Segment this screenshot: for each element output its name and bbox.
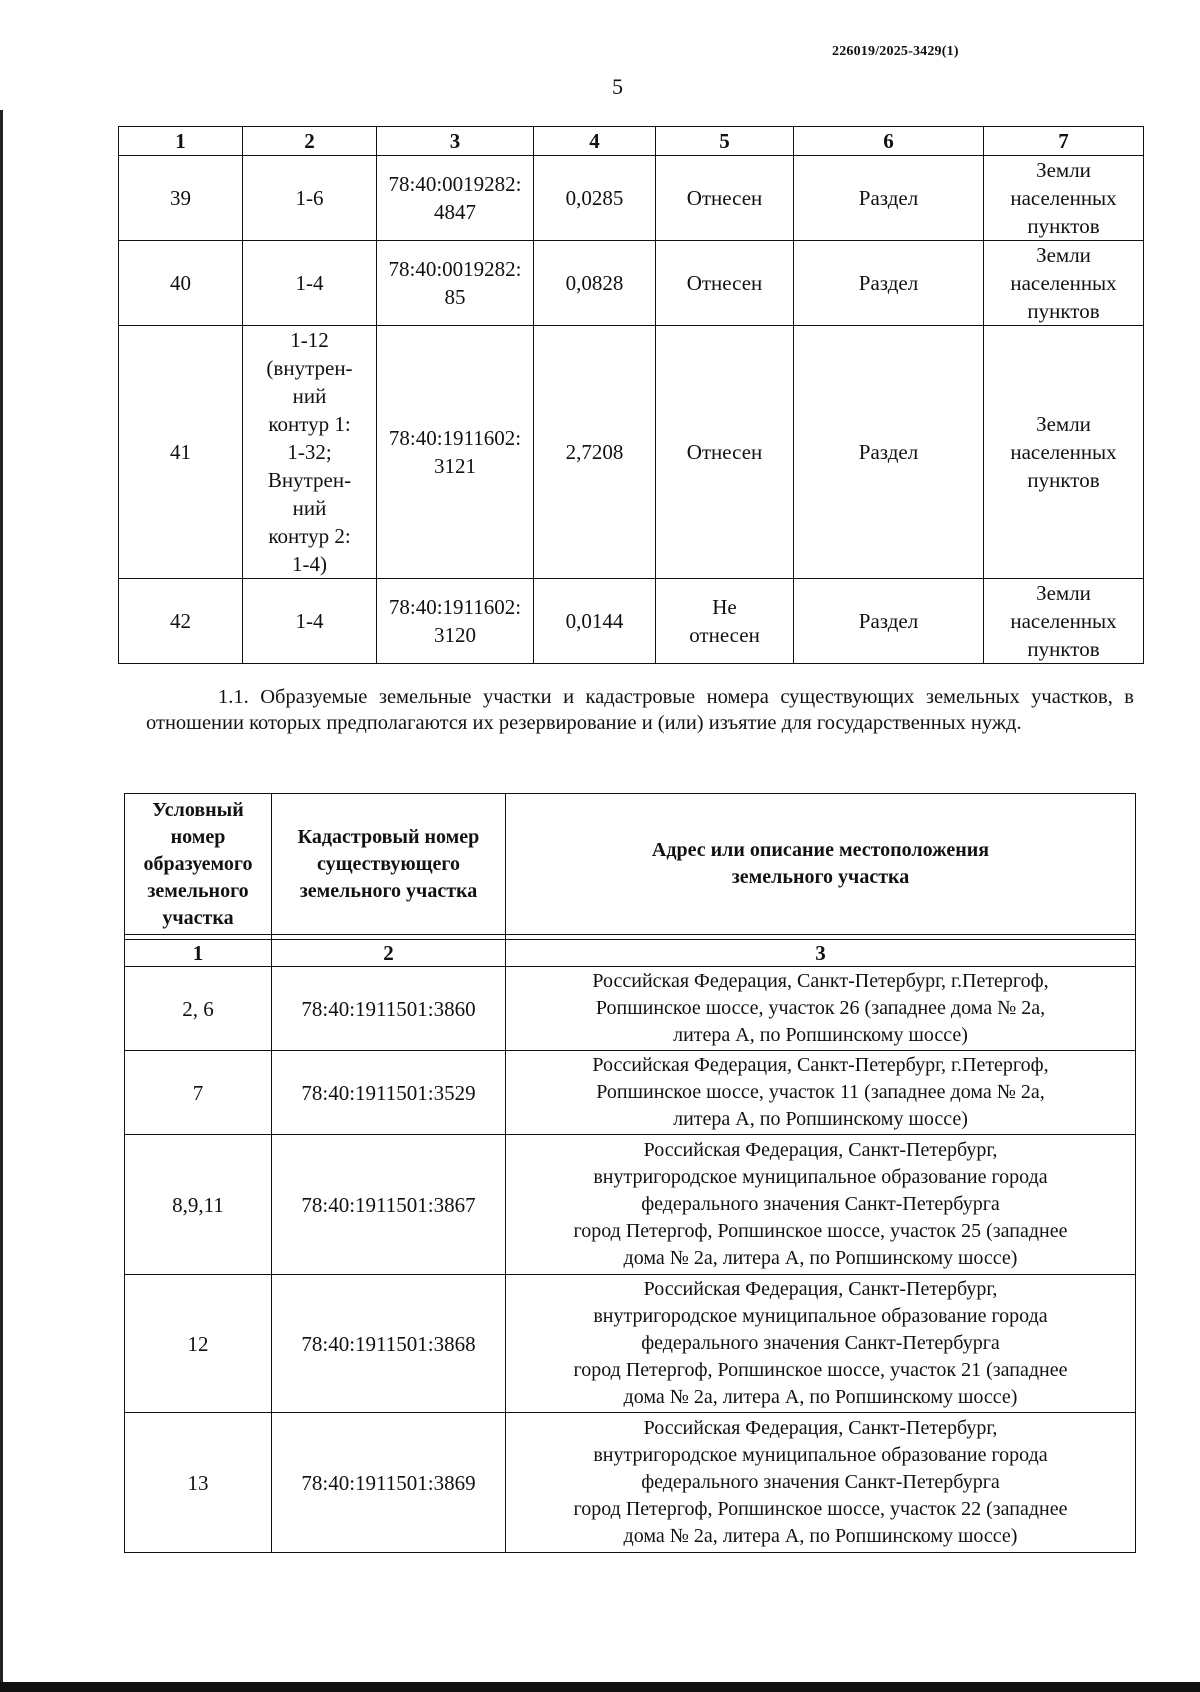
table-cell: Российская Федерация, Санкт-Петербург, г.Петергоф, Ропшинское шоссе, участок 11 (западнее дома № 2а, литера А, по Ропшинскому шоссе)	[506, 1051, 1136, 1135]
table-cell: 78:40:1911602: 3121	[377, 326, 534, 579]
table-row	[119, 326, 1144, 579]
table-row	[125, 1413, 1136, 1553]
reserved-plots-table	[124, 793, 1136, 1553]
table-cell: Раздел	[794, 579, 984, 664]
table-cell: 1-4	[243, 579, 377, 664]
table-cell: Земли населенных пунктов	[984, 241, 1144, 326]
table-cell: Раздел	[794, 156, 984, 241]
table-row	[125, 967, 1136, 1051]
table-cell: 2,7208	[534, 326, 656, 579]
table-cell: 1-6	[243, 156, 377, 241]
table-row	[125, 1275, 1136, 1413]
col-num: 2	[243, 127, 377, 156]
table-cell: 1-4	[243, 241, 377, 326]
table-cell: 0,0144	[534, 579, 656, 664]
table-cell: Земли населенных пунктов	[984, 156, 1144, 241]
table-cell: 2, 6	[125, 967, 272, 1051]
table-cell: 78:40:0019282: 85	[377, 241, 534, 326]
table-cell: 78:40:1911501:3867	[272, 1135, 506, 1275]
table-cell: 42	[119, 579, 243, 664]
header-cell: Условный номер образуемого земельного участка	[125, 794, 272, 935]
scan-edge-bottom	[0, 1682, 1200, 1692]
table-cell: 39	[119, 156, 243, 241]
column-number-row	[125, 940, 1136, 967]
table-cell: 78:40:1911501:3860	[272, 967, 506, 1051]
scan-edge-left	[0, 110, 3, 1690]
table-cell: 0,0285	[534, 156, 656, 241]
table-row	[119, 241, 1144, 326]
land-plots-table	[118, 126, 1144, 664]
col-num: 6	[794, 127, 984, 156]
section-paragraph: 1.1. Образуемые земельные участки и кадастровые номера существующих земельных участков, в отношении которых предполагаются их резервирование и (или) изъятие для государственных нужд.	[146, 686, 1134, 734]
table-cell: Отнесен	[656, 156, 794, 241]
col-num: 2	[272, 940, 506, 967]
table-cell: Земли населенных пунктов	[984, 579, 1144, 664]
table-cell: Отнесен	[656, 326, 794, 579]
table-cell: Российская Федерация, Санкт-Петербург, внутригородское муниципальное образование города федерального значения Санкт-Петербурга город Петергоф, Ропшинское шоссе, участок 25 (западнее дома № 2а, литера А, по Ропшинскому шоссе)	[506, 1135, 1136, 1275]
table-cell: 0,0828	[534, 241, 656, 326]
document-id: 226019/2025-3429(1)	[832, 44, 959, 59]
col-num: 7	[984, 127, 1144, 156]
col-num: 5	[656, 127, 794, 156]
table-cell: Земли населенных пунктов	[984, 326, 1144, 579]
table-row	[125, 1135, 1136, 1275]
table-row	[125, 1051, 1136, 1135]
col-num: 1	[119, 127, 243, 156]
col-num: 4	[534, 127, 656, 156]
table-row	[119, 156, 1144, 241]
table-cell: Российская Федерация, Санкт-Петербург, внутригородское муниципальное образование города федерального значения Санкт-Петербурга город Петергоф, Ропшинское шоссе, участок 21 (западнее дома № 2а, литера А, по Ропшинскому шоссе)	[506, 1275, 1136, 1413]
table-cell: Раздел	[794, 241, 984, 326]
table-cell: 12	[125, 1275, 272, 1413]
header-cell: Кадастровый номер существующего земельного участка	[272, 794, 506, 935]
table-cell: 78:40:0019282: 4847	[377, 156, 534, 241]
table-cell: 1-12 (внутрен- ний контур 1: 1-32; Внутрен- ний контур 2: 1-4)	[243, 326, 377, 579]
table-cell: Российская Федерация, Санкт-Петербург, внутригородское муниципальное образование города федерального значения Санкт-Петербурга город Петергоф, Ропшинское шоссе, участок 22 (западнее дома № 2а, литера А, по Ропшинскому шоссе)	[506, 1413, 1136, 1553]
col-num: 3	[377, 127, 534, 156]
table-cell: 78:40:1911501:3869	[272, 1413, 506, 1553]
table-cell: 7	[125, 1051, 272, 1135]
table-cell: 41	[119, 326, 243, 579]
header-row	[125, 794, 1136, 935]
col-num: 1	[125, 940, 272, 967]
header-cell: Адрес или описание местоположения земельного участка	[506, 794, 1136, 935]
table-row	[119, 579, 1144, 664]
table-cell: 40	[119, 241, 243, 326]
table-cell: 78:40:1911602: 3120	[377, 579, 534, 664]
page-number: 5	[612, 74, 623, 99]
table-cell: 8,9,11	[125, 1135, 272, 1275]
table-cell: 78:40:1911501:3868	[272, 1275, 506, 1413]
col-num: 3	[506, 940, 1136, 967]
table-cell: 78:40:1911501:3529	[272, 1051, 506, 1135]
table-cell: Не отнесен	[656, 579, 794, 664]
table-cell: Российская Федерация, Санкт-Петербург, г.Петергоф, Ропшинское шоссе, участок 26 (западнее дома № 2а, литера А, по Ропшинскому шоссе)	[506, 967, 1136, 1051]
table-cell: 13	[125, 1413, 272, 1553]
table-cell: Отнесен	[656, 241, 794, 326]
column-number-row	[119, 127, 1144, 156]
table-cell: Раздел	[794, 326, 984, 579]
